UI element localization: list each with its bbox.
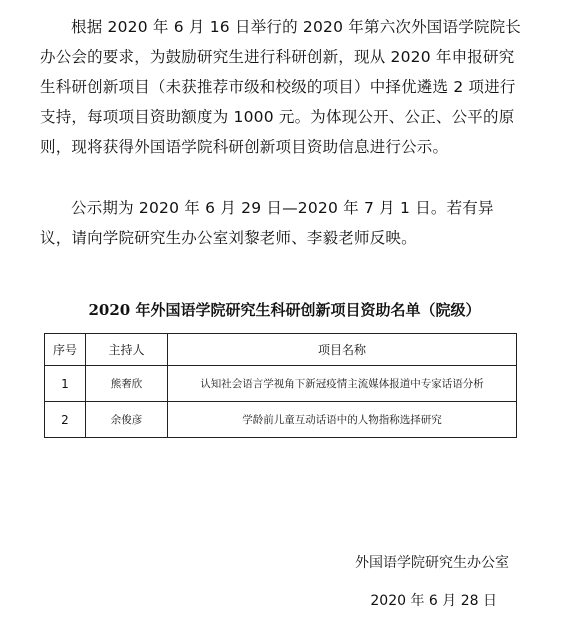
row-project: 认知社会语言学视角下新冠疫情主流媒体报道中专家话语分析 xyxy=(168,366,517,402)
table-header-row xyxy=(45,334,517,366)
header-host: 主持人 xyxy=(86,334,168,366)
funding-table xyxy=(44,333,517,438)
row-project: 学龄前儿童互动话语中的人物指称选择研究 xyxy=(168,402,517,438)
notice-paragraph-1: 根据 2020 年 6 月 16 日举行的 2020 年第六次外国语学院院长办公会的要求，为鼓励研究生进行科研创新，现从 2020 年申报研究生科研创新项目（未获推荐市级和校级的项目）中择优遴选 2 项进行支持，每项项目资助额度为 1000 元。为体现公开、公正、公平的原则，现将获得外国语学院科研创新项目资助信息进行公示。 xyxy=(40,18,521,156)
header-project: 项目名称 xyxy=(168,334,517,366)
notice-paragraph-2: 公示期为 2020 年 6 月 29 日—2020 年 7 月 1 日。若有异议，请向学院研究生办公室刘黎老师、李毅老师反映。 xyxy=(40,199,494,247)
signer-organization: 外国语学院研究生办公室 xyxy=(355,555,509,571)
row-host: 余俊彦 xyxy=(86,402,168,438)
table-title: 2020 年外国语学院研究生科研创新项目资助名单（院级） xyxy=(88,301,481,319)
row-index: 1 xyxy=(45,366,86,402)
row-index: 2 xyxy=(45,402,86,438)
table-row xyxy=(45,366,517,402)
row-host: 熊奢欣 xyxy=(86,366,168,402)
signer-date: 2020 年 6 月 28 日 xyxy=(370,593,497,609)
header-index: 序号 xyxy=(45,334,86,366)
table-row xyxy=(45,402,517,438)
